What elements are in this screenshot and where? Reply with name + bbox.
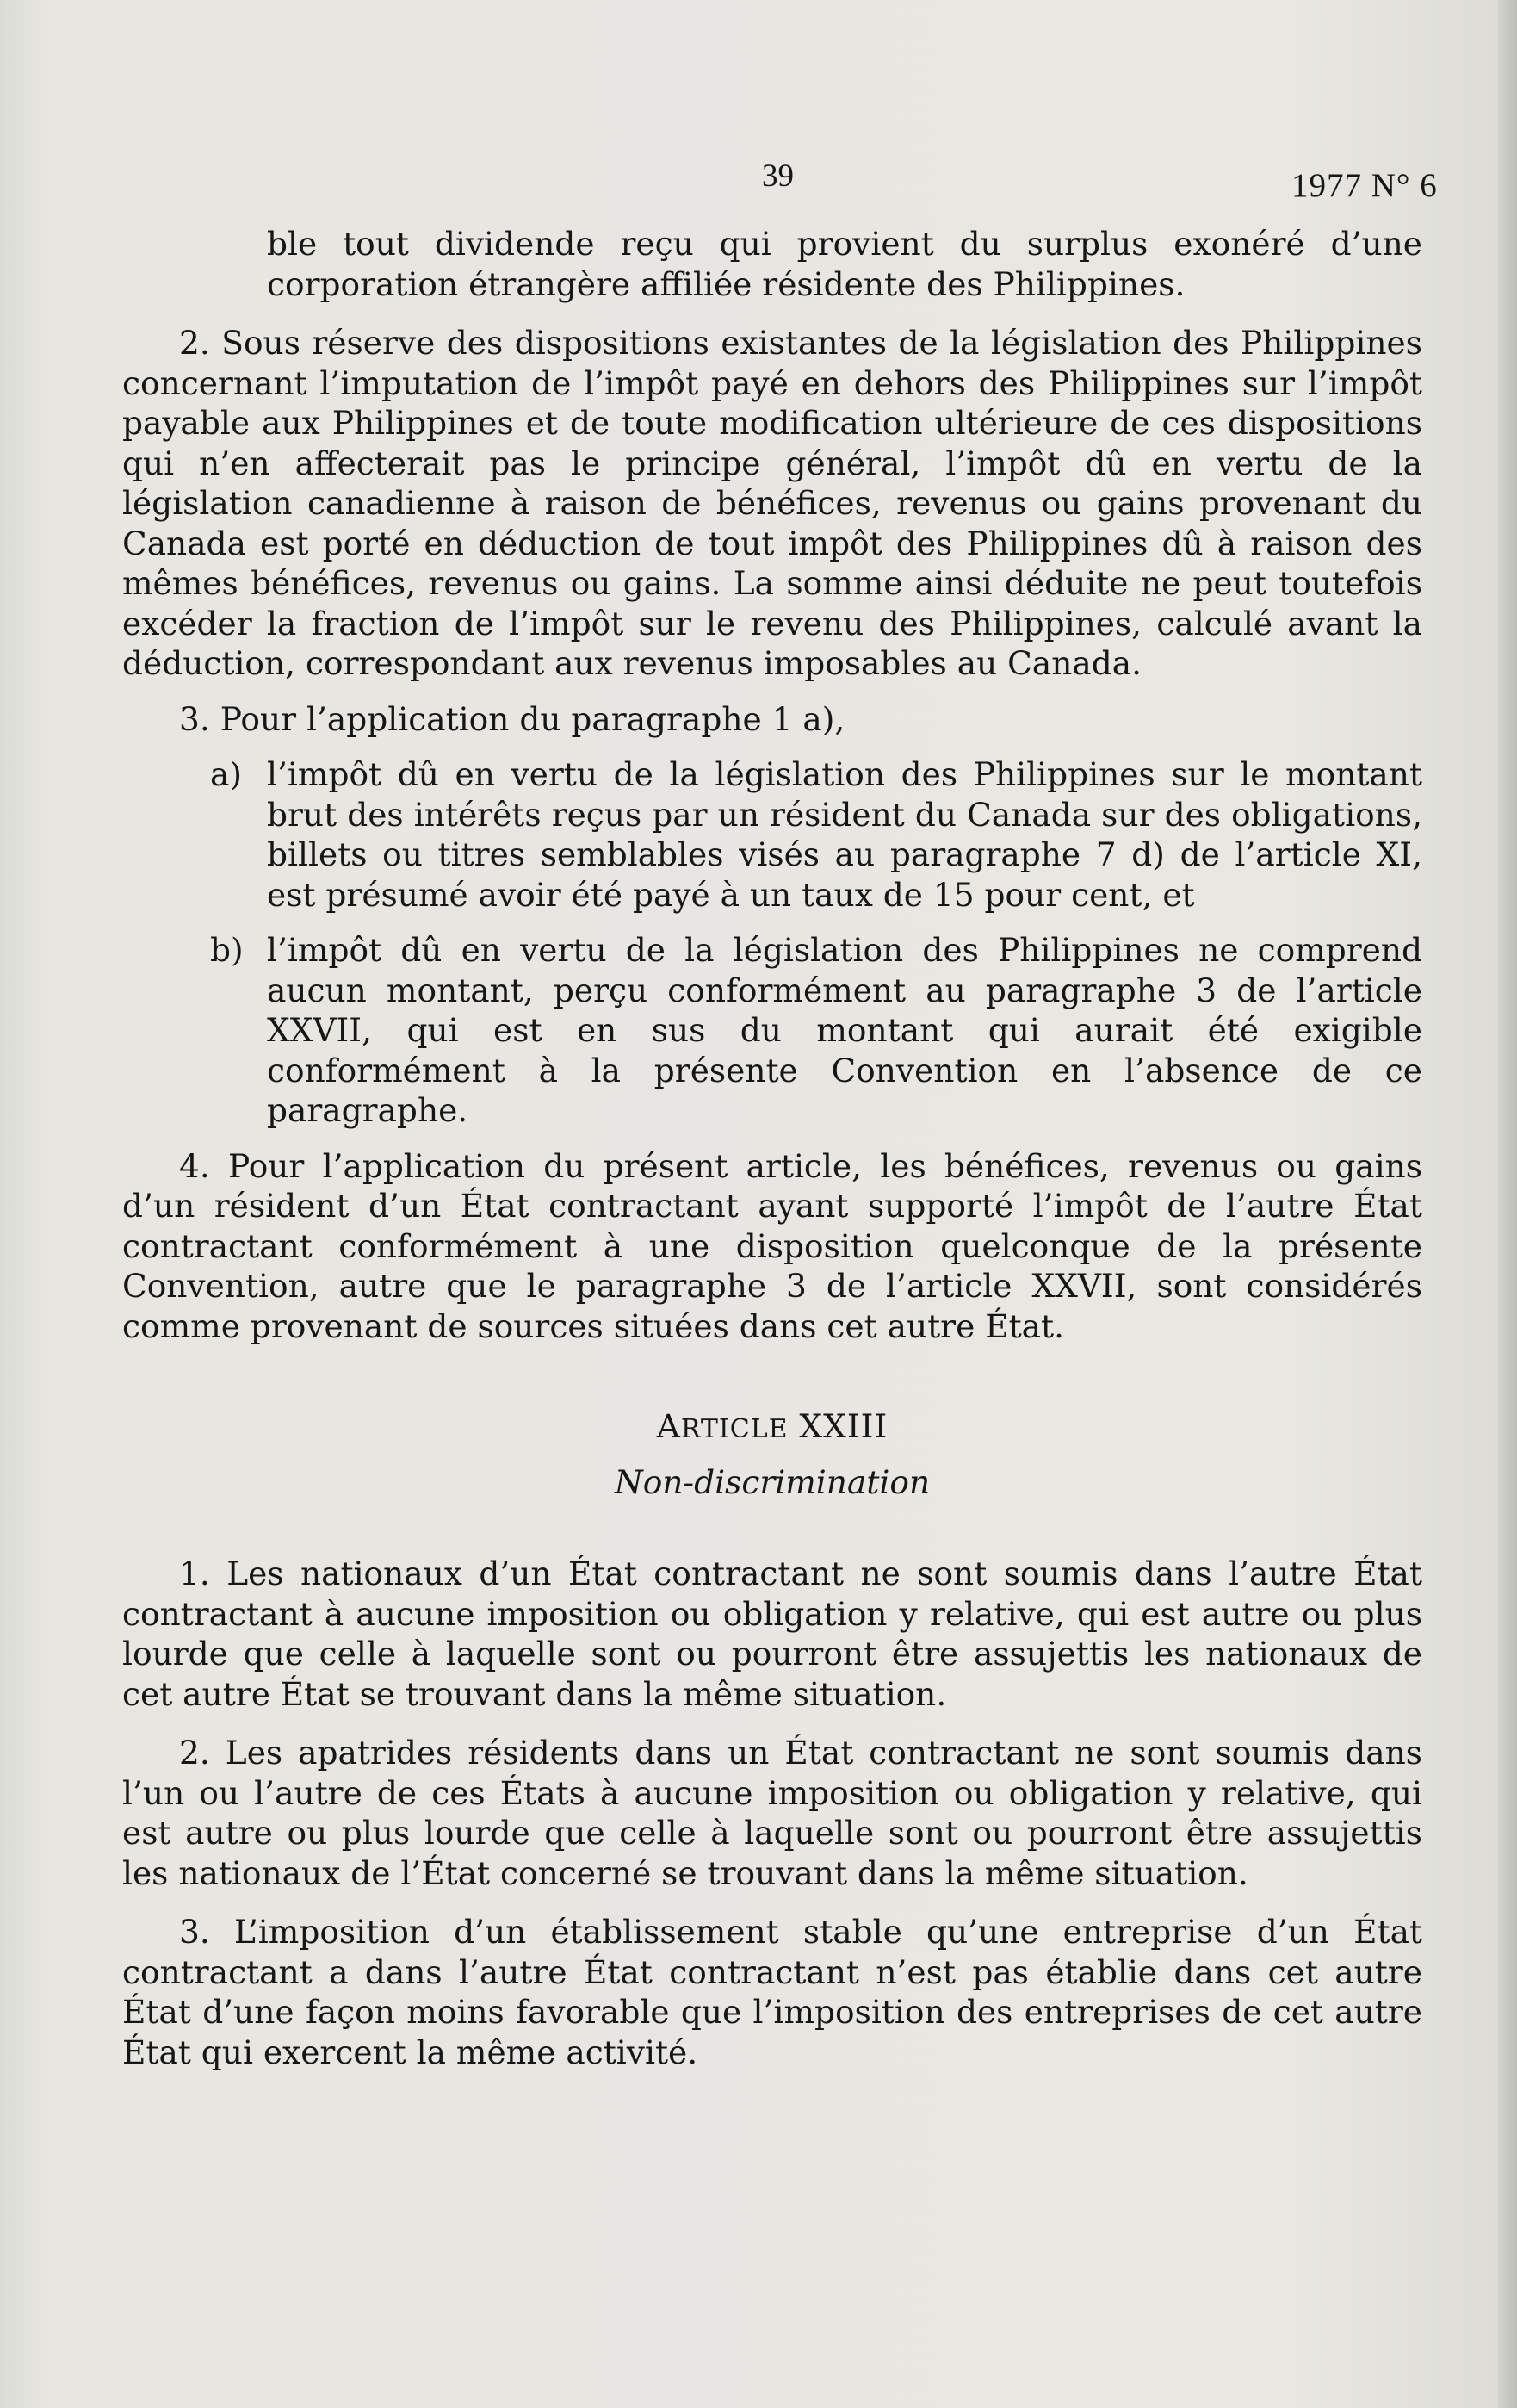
paragraph-3-intro: 3. Pour l’application du paragraphe 1 a), [179, 699, 845, 738]
article-heading-number: XXIII [788, 1407, 889, 1445]
paragraph-1-continuation: ble tout dividende reçu qui provient du surplus exonéré d’une corporation étrangère affiliée résidente des Philippines. [267, 225, 1422, 303]
article-paragraph-2: 2. Les apatrides résidents dans un État contractant ne sont soumis dans l’un ou l’autre de ces États à aucune imposition ou obligation y relative, qui est autre ou plus lourde que celle à laquelle sont ou pourront être assujettis les nationaux de l’État concerné se trouvant dans la même situation. [122, 1734, 1422, 1892]
article-paragraph-3: 3. L’imposition d’un établissement stable qu’une entreprise d’un État contractant a dans l’autre État contractant n’est pas établie dans cet autre État d’une façon moins favorable que l’imposition des entreprises de cet autre État qui exercent la même activité. [122, 1913, 1422, 2071]
page-number: 39 [762, 158, 794, 194]
subparagraph-a-marker: a) [210, 755, 242, 793]
article-heading [122, 1406, 1422, 1450]
paragraph-2: 2. Sous réserve des dispositions existantes de la législation des Philippines concernant l’imputation de l’impôt payé en dehors des Philippines sur l’impôt payable aux Philippines et de toute modification ultérieure de ces dispositions qui n’en affecterait pas le principe général, l’impôt dû en vertu de la législation canadienne à raison de bénéfices, revenus ou gains provenant du Canada est porté en déduction de tout impôt des Philippines dû à raison des mêmes bénéfices, revenus ou gains. La somme ainsi déduite ne peut toutefois excéder la fraction de l’impôt sur le revenu des Philippines, calculé avant la déduction, correspondant aux revenus imposables au Canada. [122, 324, 1422, 682]
article-heading-smallcaps: RTICLE [680, 1414, 789, 1444]
page-gutter-shadow [1498, 0, 1517, 2408]
subparagraph-b-marker: b) [210, 931, 244, 969]
page-body [122, 224, 1422, 2072]
paragraph-4: 4. Pour l’application du présent article, les bénéfices, revenus ou gains d’un résident d’un État contractant ayant supporté l’impôt de l’autre État contractant conformément à une disposition quelconque de la présente Convention, autre que le paragraphe 3 de l’article XXVII, sont considérés comme provenant de sources situées dans cet autre État. [122, 1146, 1422, 1345]
subparagraph-a-text: l’impôt dû en vertu de la législation des Philippines sur le montant brut des intérêts reçus par un résident du Canada sur des obligations, billets ou titres semblables visés au paragraphe 7 d) de l’article XI, est présumé avoir été payé à un taux de 15 pour cent, et [267, 755, 1422, 914]
subparagraph-a [122, 754, 1422, 915]
article-subheading: Non-discrimination [614, 1462, 931, 1501]
article-paragraph-1: 1. Les nationaux d’un État contractant ne sont soumis dans l’autre État contractant à aucune imposition ou obligation y relative, qui est autre ou plus lourde que celle à laquelle sont ou pourront être assujettis les nationaux de cet autre État se trouvant dans la même situation. [122, 1555, 1422, 1713]
gazette-reference: 1977 N° 6 [1291, 167, 1438, 204]
subparagraph-b [122, 930, 1422, 1131]
article-heading-initial: A [656, 1407, 681, 1445]
subparagraph-b-text: l’impôt dû en vertu de la législation des Philippines ne comprend aucun montant, perçu conformément au paragraphe 3 de l’article XXVII, qui est en sus du montant qui aurait été exigible conformément à la présente Convention en l’absence de ce paragraphe. [267, 931, 1422, 1129]
